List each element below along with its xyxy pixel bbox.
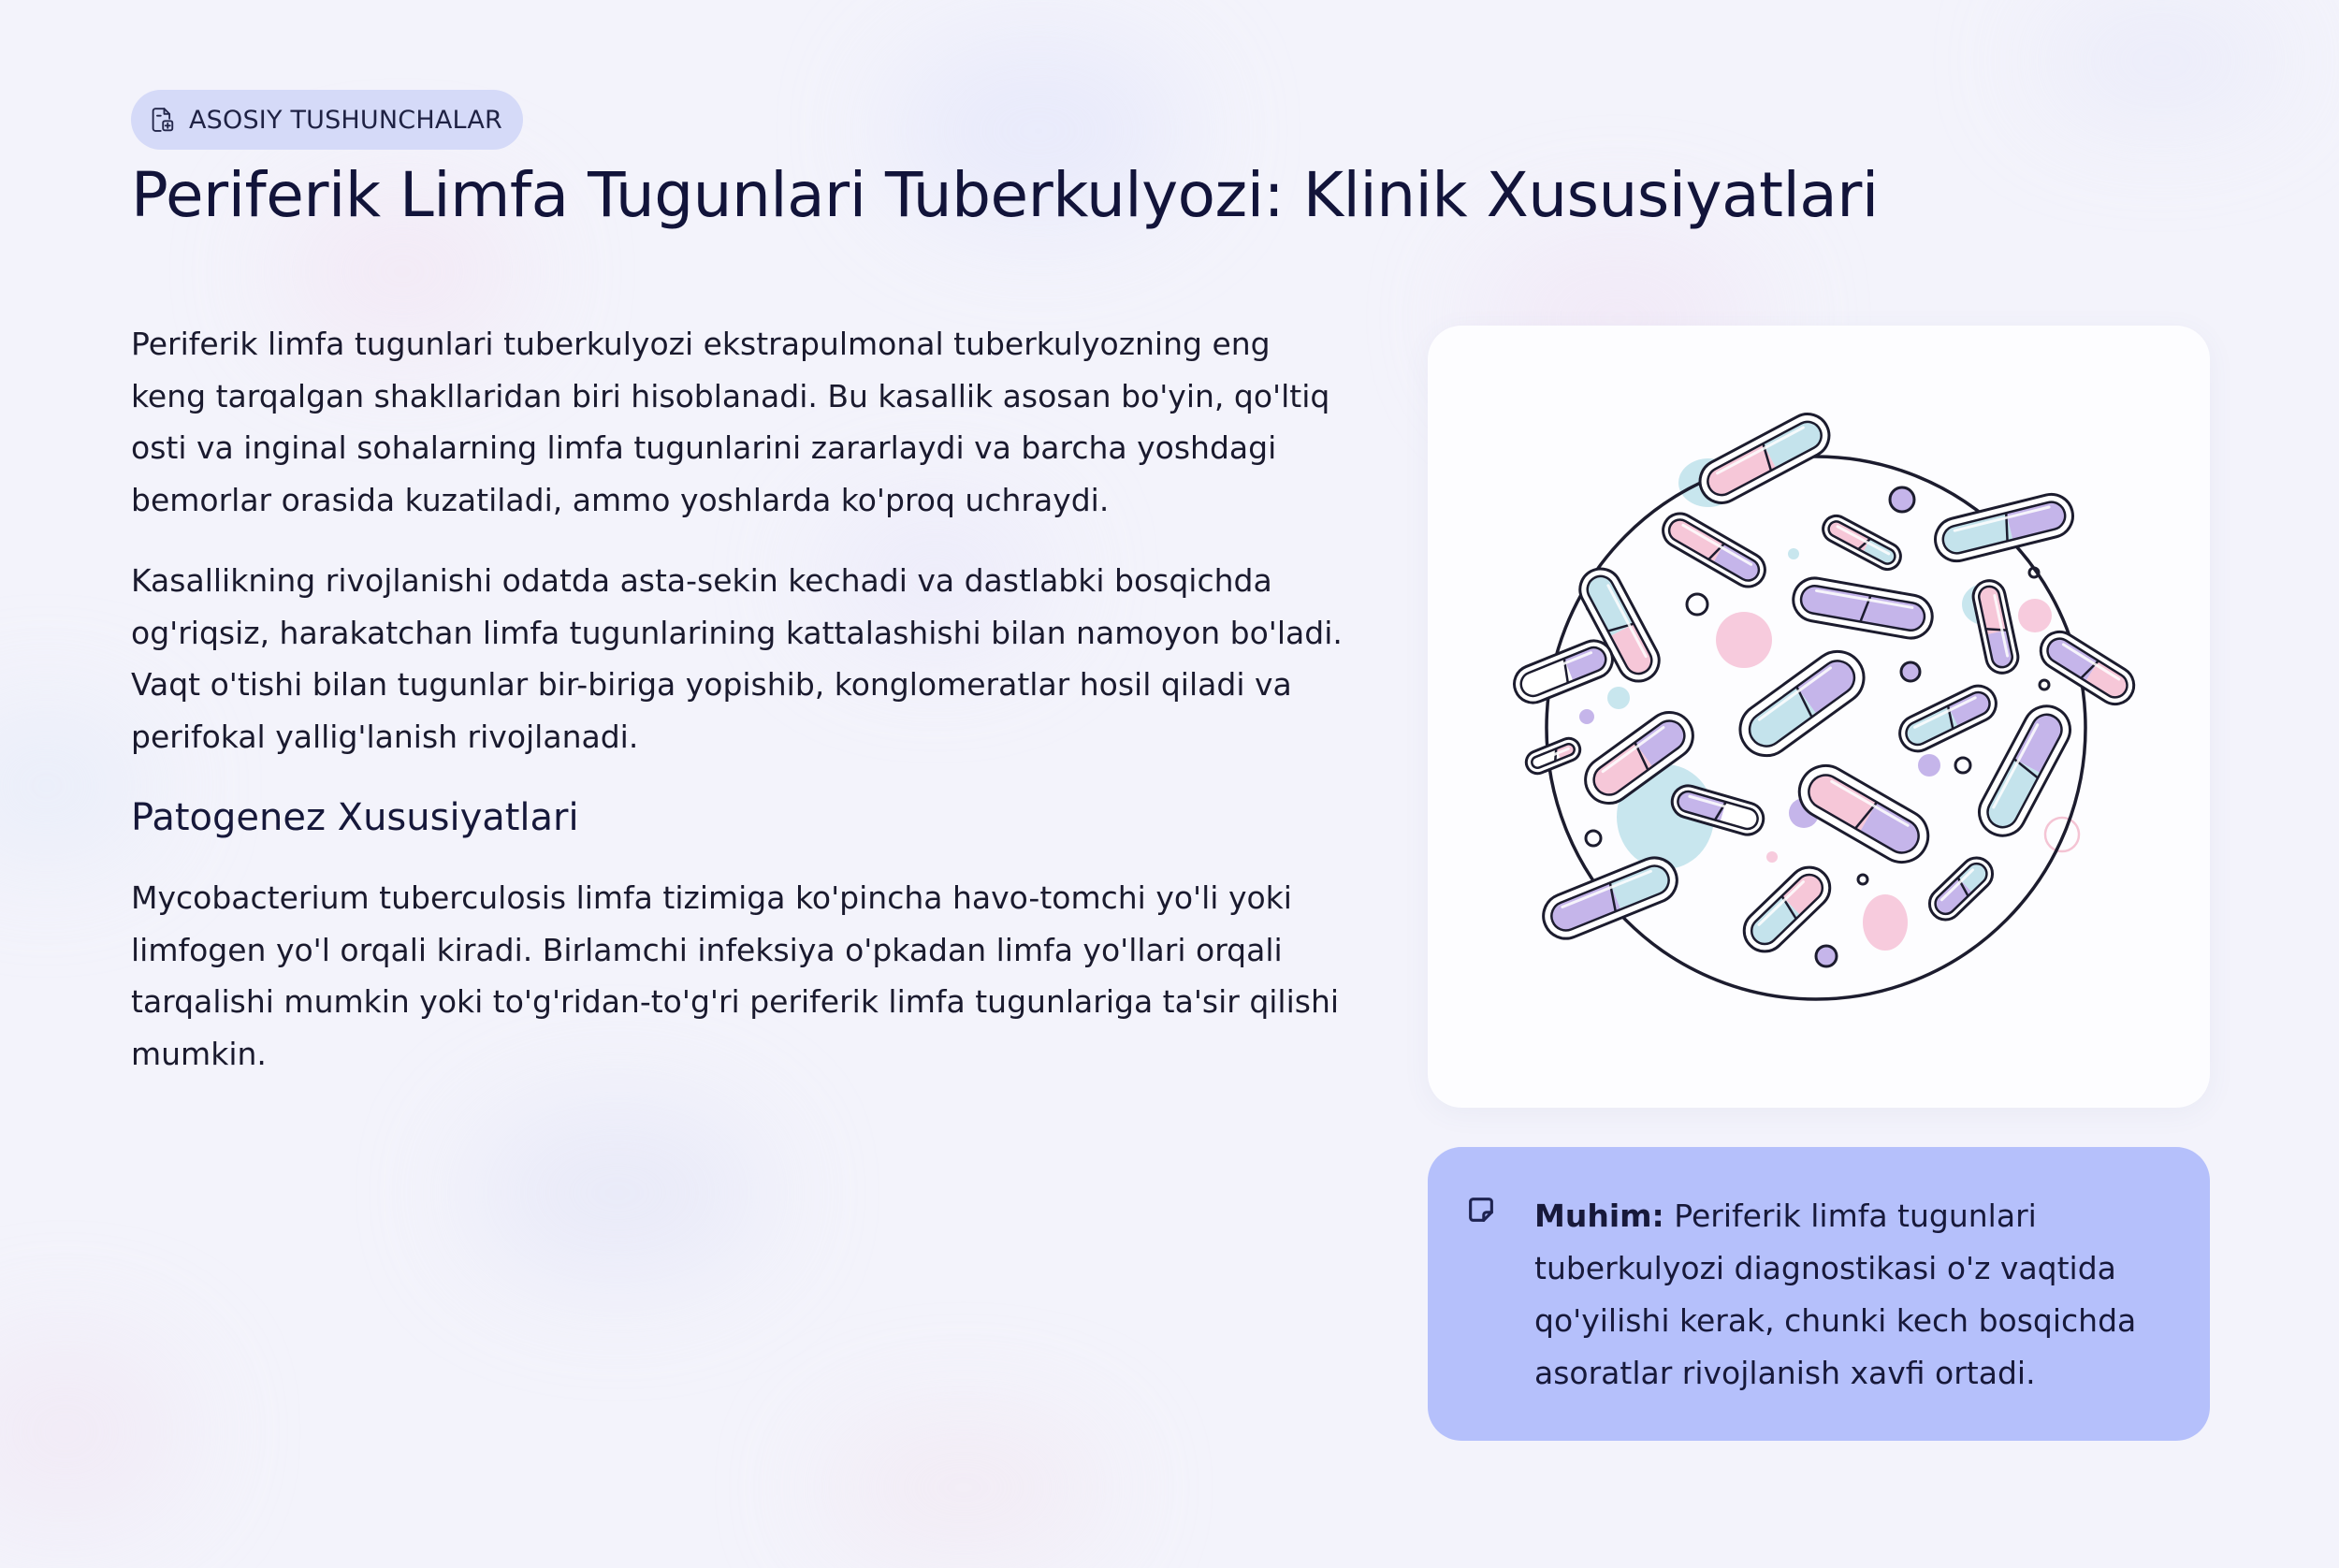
important-note — [1428, 1147, 2210, 1441]
progression-paragraph: Kasallikning rivojlanishi odatda asta-sekin kechadi va dastlabki bosqichda og'riqsiz, harakatchan limfa tugunlarining kattalashishi bilan namoyon bo'ladi. Vaqt o'tishi bilan tugunlar bir-biriga yopishib, konglomeratlar hosil qiladi va perifokal yallig'lanish rivojlanadi. — [131, 562, 1343, 755]
capsule-shape — [1693, 406, 1837, 510]
capsule-shape — [1970, 578, 2021, 676]
badge-label: ASOSIY TUSHUNCHALAR — [189, 105, 503, 135]
capsule-shape — [1509, 635, 1619, 708]
capsule-shape — [1736, 859, 1838, 960]
capsule-shape — [1819, 512, 1906, 574]
capsule-shape — [1536, 851, 1683, 946]
bacteria-petri-dish-illustration — [1428, 326, 2210, 1108]
illustration-card — [1428, 326, 2210, 1108]
note-icon — [1465, 1194, 1497, 1226]
pathogenesis-heading: Patogenez Xususiyatlari — [131, 796, 579, 839]
text-column — [131, 318, 1347, 1109]
note-label: Muhim: — [1534, 1198, 1664, 1234]
capsule-shape — [1790, 574, 1936, 641]
capsule-shape — [1931, 490, 2078, 566]
capsule-shape — [1657, 507, 1771, 592]
note-body: Periferik limfa tugunlari tuberkulyozi diagnostikasi o'z vaqtida qo'yilishi kerak, chunki kech bosqichda asoratlar rivojlanish xavfi ortadi. — [1534, 1198, 2137, 1391]
intro-paragraph: Periferik limfa tugunlari tuberkulyozi ekstrapulmonal tuberkulyozning eng keng tarqalgan shakllaridan biri hisoblanadi. Bu kasallik asosan bo'yin, qo'ltiq osti va inginal sohalarning limfa tugunlarini zararlaydi va barcha yoshdagi bemorlar orasida kuzatiladi, ammo yoshlarda ko'proq uchraydi. — [131, 326, 1330, 518]
capsule-shape — [1894, 680, 2002, 757]
capsule-shape — [2034, 625, 2141, 711]
capsule-shape — [1523, 735, 1584, 777]
section-badge — [131, 90, 523, 150]
pathogenesis-paragraph: Mycobacterium tuberculosis limfa tizimiga ko'pincha havo-tomchi yo'li yoki limfogen yo'l orqali kiradi. Birlamchi infeksiya o'pkadan limfa yo'llari orqali tarqalishi mumkin yoki to'g'ridan-to'g'ri periferik limfa tugunlariga ta'sir qilishi mumkin. — [131, 879, 1340, 1072]
capsule-shape — [1790, 756, 1938, 871]
capsule-shape — [1923, 851, 1998, 926]
medical-file-icon — [148, 106, 176, 134]
page-title: Periferik Limfa Tugunlari Tuberkulyozi: Klinik Xususiyatlari — [131, 159, 1879, 231]
note-text — [1534, 1190, 2165, 1400]
